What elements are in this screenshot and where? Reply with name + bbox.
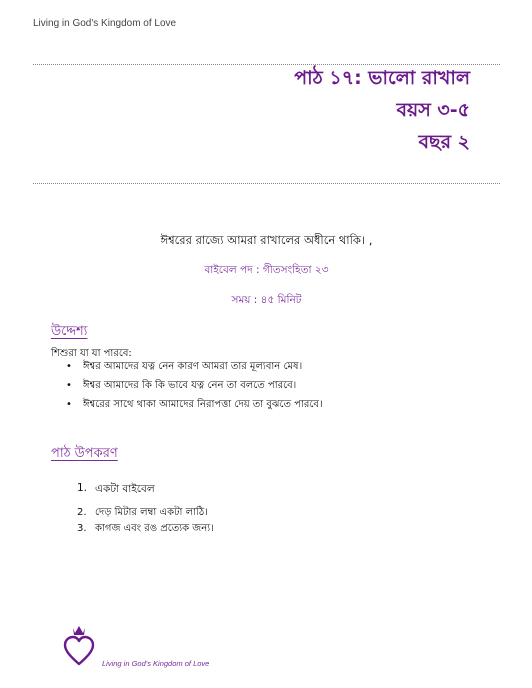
- footer-tagline: Living in God's Kingdom of Love: [102, 659, 210, 668]
- material-text: দেড় মিটার লম্বা একটা লাঠি।: [95, 507, 208, 518]
- page-header: Living in God's Kingdom of Love: [33, 18, 177, 29]
- title-line-1: পাঠ ১৭: ভালো রাখাল: [294, 67, 470, 89]
- objectives-list: [66, 357, 323, 414]
- bible-verse: বাইবেল পদ : গীতসংহিতা ২৩: [204, 264, 329, 276]
- list-item: [77, 482, 155, 499]
- title-line-2: বয়স ৩-৫: [396, 99, 470, 121]
- crown-heart-icon: [62, 624, 96, 668]
- bullet-icon: •: [66, 361, 72, 372]
- objective-text: ঈশ্বর আমাদের কি কি ভাবে যত্ন নেন তা বলতে পারবে।: [83, 380, 297, 391]
- bottom-divider: [33, 183, 500, 184]
- bullet-icon: •: [66, 380, 72, 391]
- title-line-3: বছর ২: [418, 131, 470, 153]
- objective-text: ঈশ্বরের সাথে থাকা আমাদের নিরাপত্তা দেয় তা বুঝতে পারবে।: [83, 399, 323, 410]
- material-text: একটা বাইবেল: [95, 483, 155, 495]
- list-number: 2.: [77, 507, 87, 518]
- bullet-icon: •: [66, 399, 72, 410]
- lesson-title: [294, 62, 470, 158]
- objectives-heading: উদ্দেশ্য: [51, 324, 88, 339]
- main-statement: ঈশ্বরের রাজ্যে আমরা রাখালের অধীনে থাকি। ,: [160, 233, 373, 247]
- list-number: 1.: [77, 482, 88, 494]
- list-item: [66, 395, 323, 414]
- list-number: 3.: [77, 523, 87, 534]
- materials-list-continued: [77, 505, 214, 537]
- material-text: কাগজ এবং রঙ প্রত্যেক জন্য।: [95, 523, 214, 534]
- list-item: [66, 376, 323, 395]
- list-item: [77, 505, 214, 521]
- lesson-duration: সময় : ৪৫ মিনিট: [231, 294, 302, 306]
- list-item: [66, 357, 323, 376]
- objective-text: ঈশ্বর আমাদের যত্ন নেন কারণ আমরা তার মূল্যবান মেষ।: [83, 361, 303, 372]
- materials-list: [77, 482, 155, 499]
- list-item: [77, 521, 214, 537]
- objectives-intro: শিশুরা যা যা পারবে:: [51, 348, 132, 359]
- materials-heading: পাঠ উপকরণ: [51, 446, 118, 461]
